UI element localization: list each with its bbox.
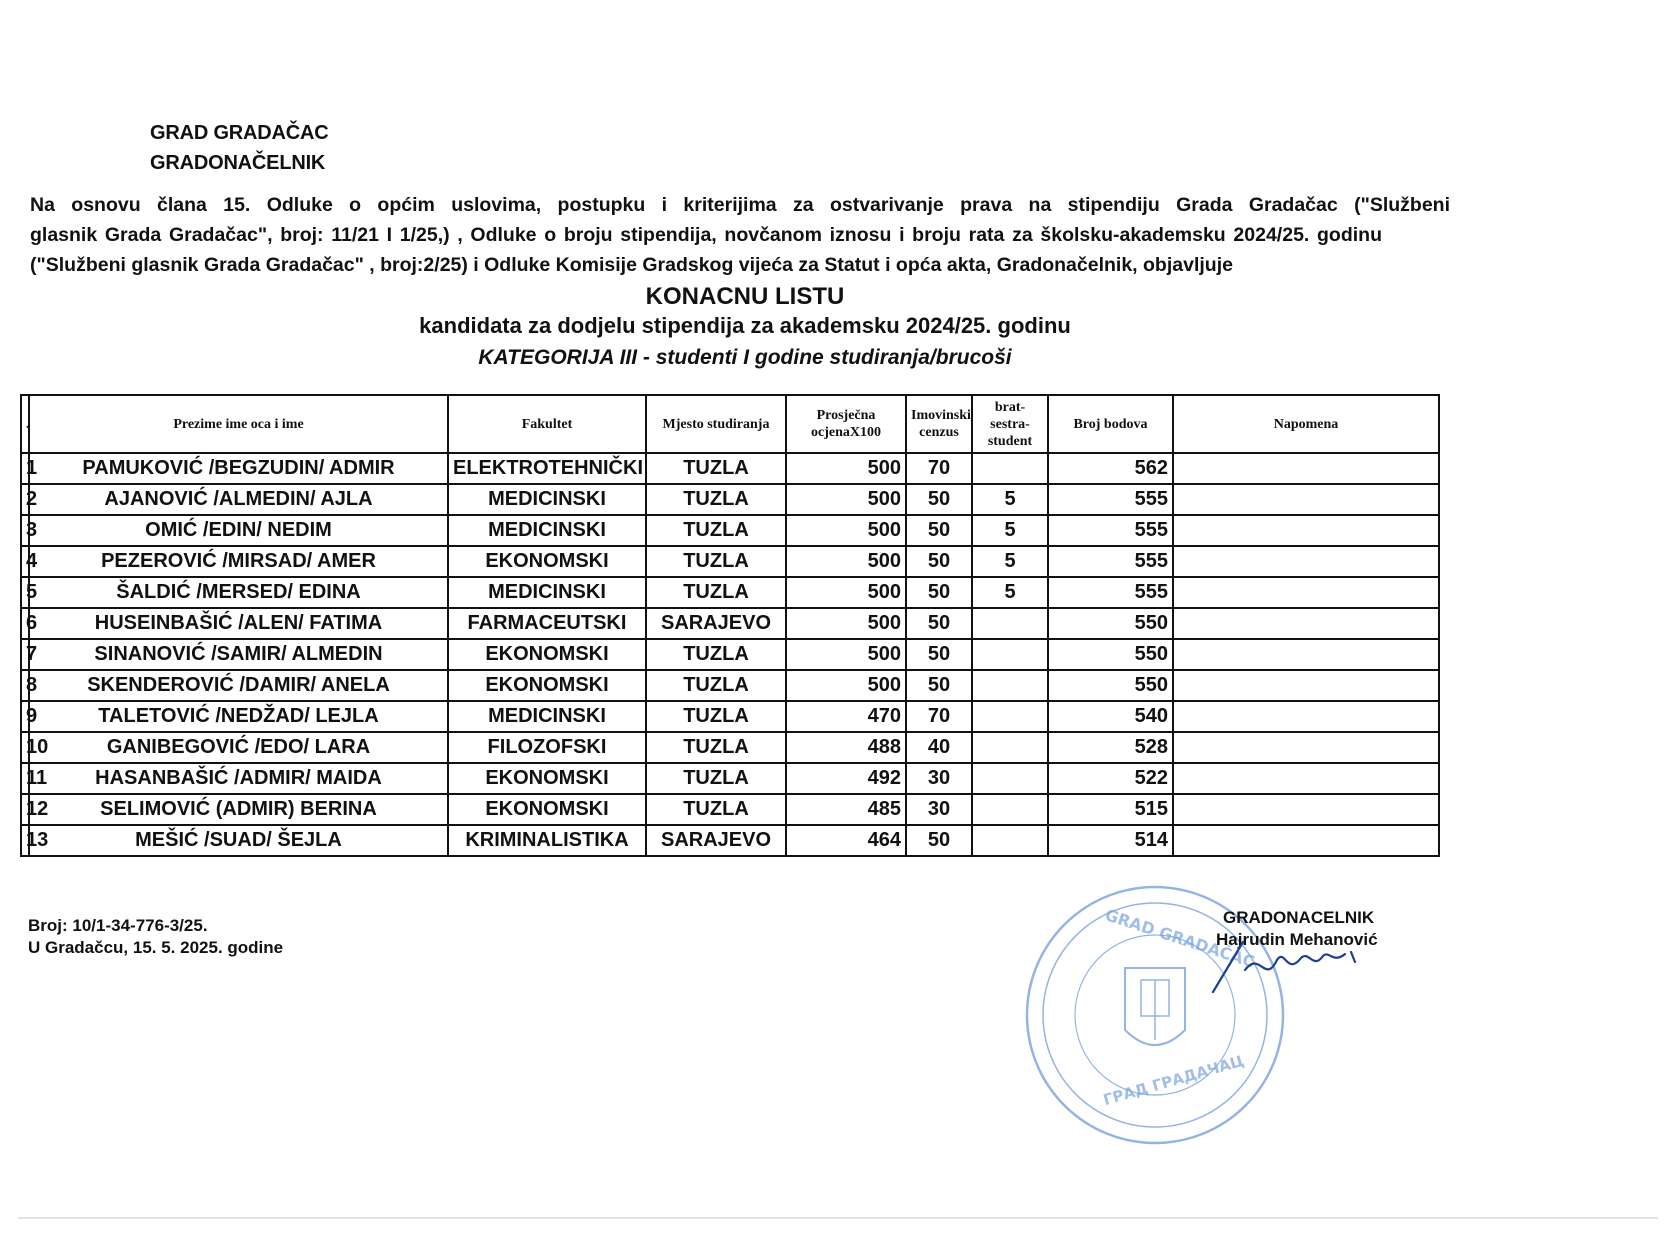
intro-line-2: glasnik Grada Gradačac", broj: 11/21 I 1/25,) , Odluke o broju stipendija, novčanom iznosu i broju rata za školsku-akademsku 2024/25. godinu [30,224,1382,246]
cell-avg: 500 [786,484,906,515]
scan-edge-line [18,1217,1658,1219]
cell-points: 555 [1048,577,1173,608]
table-row [21,484,1439,515]
table-row [21,608,1439,639]
cell-avg: 500 [786,639,906,670]
cell-property: 50 [906,546,972,577]
cell-city: SARAJEVO [646,608,786,639]
table-row [21,670,1439,701]
office-name: GRADONAČELNIK [150,152,326,174]
handwritten-signature [1205,930,1375,1000]
cell-note [1173,794,1439,825]
cell-sibling: 5 [972,577,1048,608]
cell-note [1173,515,1439,546]
cell-property: 40 [906,732,972,763]
cell-name: SELIMOVIĆ (ADMIR) BERINA [29,794,448,825]
category-title: KATEGORIJA III - studenti I godine studiranja/brucoši [478,346,1012,369]
col-header-faculty: Fakultet [448,395,646,453]
table-row [21,546,1439,577]
document-number: Broj: 10/1-34-776-3/25. [28,916,208,935]
cell-name: PEZEROVIĆ /MIRSAD/ AMER [29,546,448,577]
cell-avg: 500 [786,515,906,546]
cell-sibling [972,763,1048,794]
cell-points: 522 [1048,763,1173,794]
intro-line-1: Na osnovu člana 15. Odluke o općim uslovima, postupku i kriterijima za ostvarivanje prava na stipendiju Grada Gradačac ("Službeni [30,194,1450,216]
cell-sibling [972,608,1048,639]
cell-num: 3 [21,515,29,546]
cell-num: 8 [21,670,29,701]
place-date: U Gradačcu, 15. 5. 2025. godine [28,938,284,957]
cell-city: SARAJEVO [646,825,786,856]
table-row [21,701,1439,732]
cell-faculty: FARMACEUTSKI [448,608,646,639]
cell-num: 4 [21,546,29,577]
col-header-sibling: brat-sestra-student [972,395,1048,453]
col-header-name: Prezime ime oca i ime [29,395,448,453]
cell-num: 2 [21,484,29,515]
cell-num: 13 [21,825,29,856]
cell-num: 7 [21,639,29,670]
col-header-property: Imovinski cenzus [906,395,972,453]
cell-property: 50 [906,825,972,856]
cell-num: 6 [21,608,29,639]
signature-role: GRADONACELNIK [1223,908,1375,927]
cell-points: 550 [1048,670,1173,701]
cell-points: 515 [1048,794,1173,825]
cell-city: TUZLA [646,546,786,577]
cell-faculty: KRIMINALISTIKA [448,825,646,856]
cell-points: 562 [1048,453,1173,484]
svg-text:GRAD GRADAČAC: GRAD GRADAČAC [1102,905,1258,972]
table-row [21,515,1439,546]
cell-sibling [972,825,1048,856]
cell-faculty: EKONOMSKI [448,763,646,794]
cell-num: 9 [21,701,29,732]
cell-note [1173,825,1439,856]
cell-city: TUZLA [646,577,786,608]
cell-city: TUZLA [646,670,786,701]
cell-faculty: EKONOMSKI [448,546,646,577]
intro-line-3: ("Službeni glasnik Grada Gradačac" , broj:2/25) i Odluke Komisije Gradskog vijeća za Statut i opća akta, Gradonačelnik, objavljuje [30,254,1233,276]
cell-name: PAMUKOVIĆ /BEGZUDIN/ ADMIR [29,453,448,484]
signature-name: Hajrudin Mehanović [1216,930,1378,949]
cell-property: 30 [906,794,972,825]
cell-note [1173,701,1439,732]
cell-faculty: EKONOMSKI [448,794,646,825]
cell-points: 550 [1048,608,1173,639]
cell-points: 514 [1048,825,1173,856]
cell-avg: 500 [786,453,906,484]
cell-name: SKENDEROVIĆ /DAMIR/ ANELA [29,670,448,701]
cell-sibling [972,794,1048,825]
cell-sibling [972,732,1048,763]
cell-note [1173,763,1439,794]
cell-sibling [972,453,1048,484]
cell-faculty: MEDICINSKI [448,484,646,515]
cell-note [1173,453,1439,484]
cell-city: TUZLA [646,453,786,484]
cell-avg: 485 [786,794,906,825]
cell-num: 12 [21,794,29,825]
cell-note [1173,639,1439,670]
cell-sibling [972,639,1048,670]
table-row [21,763,1439,794]
cell-name: ŠALDIĆ /MERSED/ EDINA [29,577,448,608]
intro-paragraph [30,190,1450,280]
cell-name: MEŠIĆ /SUAD/ ŠEJLA [29,825,448,856]
cell-num: 1 [21,453,29,484]
cell-points: 550 [1048,639,1173,670]
table-row [21,825,1439,856]
cell-num: 5 [21,577,29,608]
cell-city: TUZLA [646,701,786,732]
cell-faculty: MEDICINSKI [448,577,646,608]
cell-faculty: MEDICINSKI [448,701,646,732]
cell-faculty: ELEKTROTEHNIČKI [448,453,646,484]
cell-note [1173,546,1439,577]
cell-city: TUZLA [646,639,786,670]
cell-property: 50 [906,608,972,639]
col-header-avg: Prosječna ocjenaX100 [786,395,906,453]
cell-name: SINANOVIĆ /SAMIR/ ALMEDIN [29,639,448,670]
col-header-num: . [21,395,29,453]
table-row [21,639,1439,670]
cell-name: OMIĆ /EDIN/ NEDIM [29,515,448,546]
cell-city: TUZLA [646,732,786,763]
cell-avg: 464 [786,825,906,856]
cell-points: 555 [1048,484,1173,515]
cell-sibling: 5 [972,546,1048,577]
document-title: KONACNU LISTU [645,283,845,310]
cell-faculty: EKONOMSKI [448,639,646,670]
cell-points: 555 [1048,546,1173,577]
cell-property: 50 [906,484,972,515]
cell-num: 10 [21,732,29,763]
cell-faculty: FILOZOFSKI [448,732,646,763]
cell-city: TUZLA [646,515,786,546]
cell-note [1173,608,1439,639]
cell-property: 50 [906,670,972,701]
svg-text:ГРАД ГРАДАЧАЦ: ГРАД ГРАДАЧАЦ [1101,1051,1247,1110]
cell-property: 70 [906,453,972,484]
cell-city: TUZLA [646,794,786,825]
cell-avg: 470 [786,701,906,732]
cell-avg: 500 [786,670,906,701]
table-row [21,453,1439,484]
cell-sibling [972,670,1048,701]
cell-name: AJANOVIĆ /ALMEDIN/ AJLA [29,484,448,515]
cell-sibling: 5 [972,515,1048,546]
cell-name: GANIBEGOVIĆ /EDO/ LARA [29,732,448,763]
cell-property: 50 [906,639,972,670]
cell-avg: 488 [786,732,906,763]
col-header-note: Napomena [1173,395,1439,453]
city-name: GRAD GRADAČAC [150,122,329,144]
cell-points: 540 [1048,701,1173,732]
cell-points: 528 [1048,732,1173,763]
cell-avg: 492 [786,763,906,794]
cell-name: HASANBAŠIĆ /ADMIR/ MAIDA [29,763,448,794]
candidates-table [20,394,1440,857]
cell-avg: 500 [786,608,906,639]
col-header-city: Mjesto studiranja [646,395,786,453]
cell-property: 30 [906,763,972,794]
table-row [21,794,1439,825]
cell-faculty: MEDICINSKI [448,515,646,546]
cell-name: HUSEINBAŠIĆ /ALEN/ FATIMA [29,608,448,639]
cell-sibling: 5 [972,484,1048,515]
cell-property: 50 [906,577,972,608]
cell-note [1173,484,1439,515]
cell-city: TUZLA [646,484,786,515]
cell-avg: 500 [786,577,906,608]
cell-note [1173,670,1439,701]
col-header-points: Broj bodova [1048,395,1173,453]
cell-sibling [972,701,1048,732]
cell-city: TUZLA [646,763,786,794]
table-header-row [21,395,1439,453]
cell-faculty: EKONOMSKI [448,670,646,701]
cell-num: 11 [21,763,29,794]
cell-points: 555 [1048,515,1173,546]
document-subtitle: kandidata za dodjelu stipendija za akademsku 2024/25. godinu [419,313,1071,338]
cell-property: 50 [906,515,972,546]
cell-note [1173,732,1439,763]
cell-name: TALETOVIĆ /NEDŽAD/ LEJLA [29,701,448,732]
cell-property: 70 [906,701,972,732]
cell-note [1173,577,1439,608]
cell-avg: 500 [786,546,906,577]
table-row [21,577,1439,608]
table-row [21,732,1439,763]
